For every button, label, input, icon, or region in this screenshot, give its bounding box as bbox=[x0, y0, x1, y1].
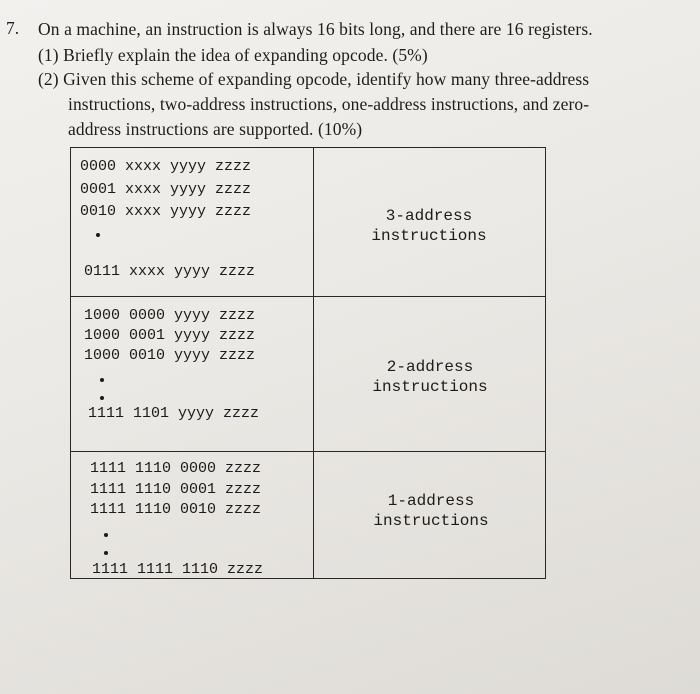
section-label-instructions: instructions bbox=[372, 378, 488, 396]
opcode-row-last: 1111 1101 yyyy zzzz bbox=[88, 405, 260, 422]
table-row-divider-1 bbox=[70, 296, 546, 297]
opcode-row: 0000 xxxx yyyy zzzz bbox=[80, 158, 252, 175]
ellipsis-dot bbox=[100, 378, 104, 382]
ellipsis-dot bbox=[100, 396, 104, 400]
question-part-2-line-3: address instructions are supported. (10%) bbox=[68, 119, 363, 139]
opcode-row: 0010 xxxx yyyy zzzz bbox=[80, 203, 252, 220]
ellipsis-dot bbox=[96, 233, 100, 237]
table-column-divider bbox=[313, 147, 314, 579]
opcode-row: 0001 xxxx yyyy zzzz bbox=[80, 181, 252, 198]
question-intro: On a machine, an instruction is always 16 bits long, and there are 16 registers. bbox=[38, 19, 593, 39]
question-part-2-line-2: instructions, two-address instructions, one-address instructions, and zero- bbox=[68, 94, 590, 114]
opcode-row: 1111 1110 0001 zzzz bbox=[90, 481, 262, 498]
question-number: 7. bbox=[6, 18, 20, 38]
ellipsis-dot bbox=[104, 551, 108, 555]
ellipsis-dot bbox=[104, 533, 108, 537]
section-label-3-address: 3-address bbox=[385, 207, 473, 225]
opcode-row: 1000 0000 yyyy zzzz bbox=[84, 307, 256, 324]
question-part-2-line-1: (2) Given this scheme of expanding opcode, identify how many three-address bbox=[38, 69, 590, 89]
section-label-instructions: instructions bbox=[373, 512, 489, 530]
table-row-divider-2 bbox=[70, 451, 546, 452]
opcode-row: 1000 0001 yyyy zzzz bbox=[84, 327, 256, 344]
section-label-1-address: 1-address bbox=[387, 492, 475, 510]
opcode-row-last: 0111 xxxx yyyy zzzz bbox=[84, 263, 256, 280]
section-label-instructions: instructions bbox=[371, 227, 487, 245]
opcode-row: 1000 0010 yyyy zzzz bbox=[84, 347, 256, 364]
opcode-row-last: 1111 1111 1110 zzzz bbox=[92, 561, 264, 578]
opcode-row: 1111 1110 0010 zzzz bbox=[90, 501, 262, 518]
opcode-row: 1111 1110 0000 zzzz bbox=[90, 460, 262, 477]
question-part-1: (1) Briefly explain the idea of expanding opcode. (5%) bbox=[38, 45, 428, 65]
section-label-2-address: 2-address bbox=[386, 358, 474, 376]
